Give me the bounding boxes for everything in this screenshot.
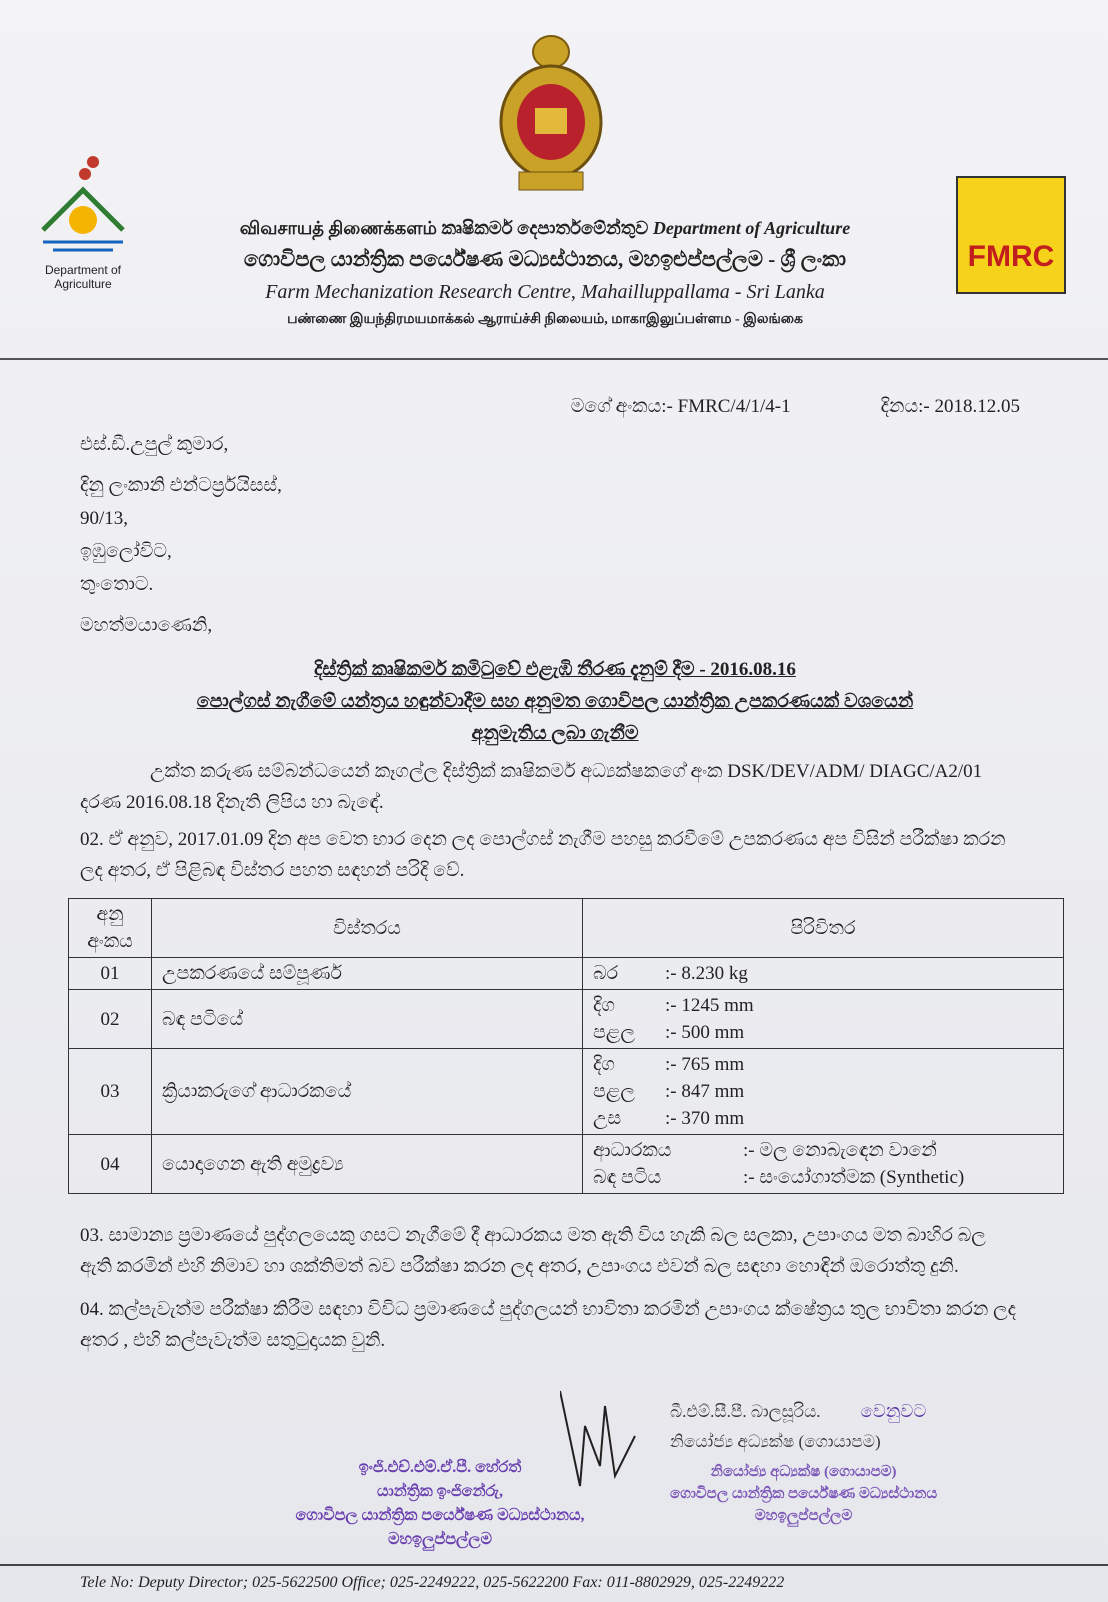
- signatory-stamp-right: [670, 1461, 937, 1527]
- row-number: 04: [69, 1135, 152, 1194]
- row-description: ක්‍රියාකරුගේ ආධාරකයේ: [152, 1049, 583, 1135]
- doa-logo-text: Department of Agriculture: [44, 263, 122, 291]
- spec-value: :- මල නොබැඳෙන වානේ: [743, 1140, 937, 1161]
- subject-heading: [80, 654, 1030, 750]
- stamp-line: ගොවිපල යාන්ත්‍රික පර්යේෂණ මධ්‍යස්ථානය: [670, 1486, 938, 1502]
- table-row: [69, 958, 1064, 990]
- specifications-table: [68, 898, 1064, 1194]
- table-row: [69, 990, 1064, 1049]
- table-header-row: [69, 899, 1064, 958]
- footer-contacts: Tele No: Deputy Director; 025-5622500 Office; 025-2249222, 025-5622200 Fax: 011-8802929, 025-2249222: [80, 1574, 785, 1591]
- row-number: 02: [69, 990, 152, 1049]
- spec-value: :- 500 mm: [665, 1022, 745, 1043]
- paragraph-1: උක්ත කරුණ සම්බන්ධයෙන් කෑගල්ල දිස්ත්‍රික් කෘෂිකර්ම අධ්‍යක්ෂකගේ අංක DSK/DEV/ADM/ DIAGC/A2/01 දරණ 2016.08.18 දිනැති ලිපිය හා බැඳේ.: [80, 761, 983, 813]
- handwritten-note: වෙනුවට: [860, 1401, 927, 1421]
- spec-label: බර: [593, 963, 619, 984]
- spec-label: පළල: [593, 1081, 635, 1102]
- letter-date: දිනය:- 2018.12.05: [880, 396, 1020, 417]
- signatory-name-row: [670, 1396, 937, 1427]
- subject-line: පොල්ගස් නැගීමේ යන්ත්‍රය හඳුන්වාදීම සහ අනුමත ගොවිපල යාන්ත්‍රික උපකරණයක් වශයෙන්: [196, 691, 914, 712]
- spec-value: :- 765 mm: [665, 1054, 745, 1075]
- stamp-line: ගොවිපල යාන්ත්‍රික පර්යේෂණ මධ්‍යස්ථානය,: [295, 1507, 585, 1524]
- salutation: මහත්මයාණෙනි,: [80, 615, 213, 636]
- spec-label: දිග: [593, 995, 616, 1016]
- stamp-line: යාන්ත්‍රික ඉංජිනේරු,: [377, 1483, 503, 1500]
- recipient-address: [80, 428, 1064, 601]
- signature: [560, 1386, 640, 1502]
- signatory-right-block: [670, 1396, 937, 1552]
- address-line: ඉඹුලෝවිට,: [80, 541, 172, 562]
- stamp-line: නියෝජ්‍ය අධ්‍යක්ෂ (ගොයාපම): [710, 1464, 897, 1480]
- spec-label: බඳ පටිය: [593, 1167, 662, 1188]
- letter-meta: [80, 392, 1064, 422]
- row-number: 01: [69, 958, 152, 990]
- table-row: [69, 1049, 1064, 1135]
- subject-line: අනුමැතිය ලබා ගැනීම: [471, 723, 639, 744]
- stamp-line: ඉංජි.එච්.එම්.ඒ.පී. හේරත්: [358, 1459, 522, 1476]
- centre-name-en: Farm Mechanization Research Centre, Mahailluppallama - Sri Lanka: [265, 281, 825, 303]
- signature-block: [80, 1396, 1064, 1552]
- dept-name-local: விவசாயத் திணைக்களம் කෘෂිකර්ම දෙපාර්තමේන්තුව: [239, 218, 649, 238]
- row-specs: [583, 958, 1064, 990]
- spec-value: :- සංයෝගාත්මක (Synthetic): [743, 1167, 965, 1188]
- centre-name-ta: பண்ணை இயந்திரமயமாக்கல் ஆராய்ச்சி நிலையம், மாகாஇலுப்பள்ளம - இலங்கை: [287, 312, 803, 327]
- address-line: දිනු ලංකානි එන්ටර්ප්‍රයිසස්,: [80, 475, 282, 496]
- column-header: අනු අංකය: [69, 899, 152, 958]
- address-line: තුංතොට.: [80, 574, 154, 595]
- signatory-title: නියෝජ්‍ය අධ්‍යක්ෂ (ගොයාපම): [670, 1432, 881, 1451]
- paragraph-4: 04. කල්පැවැත්ම පරීක්ෂා කිරීම සඳහා විවිධ ප්‍රමාණයේ පුද්ගලයන් භාවිතා කරමින් උපාංගය ක්ෂේත්‍රය තුල භාවිතා කරන ලද අතර , එහි කල්පැවැත්ම සතුටුදායක වුනි.: [80, 1299, 1016, 1351]
- spec-value: :- 8.230 kg: [665, 963, 748, 984]
- signatory-right: [670, 1396, 937, 1457]
- stamp-line: මහඉලුප්පල්ලම: [388, 1531, 492, 1548]
- row-specs: [583, 990, 1064, 1049]
- spec-value: :- 1245 mm: [665, 995, 754, 1016]
- spec-label: පළල: [593, 1022, 635, 1043]
- row-description: යොදාගෙන ඇති අමුද්‍රව්‍ය: [152, 1135, 583, 1194]
- stamp-line: මහඉලුප්පල්ලම: [754, 1508, 853, 1524]
- spec-value: :- 370 mm: [665, 1108, 745, 1129]
- row-number: 03: [69, 1049, 152, 1135]
- spec-label: උස: [593, 1108, 622, 1129]
- signatory-name: බී.එම්.සී.පී. බාලසූරිය.: [670, 1402, 821, 1421]
- spec-value: :- 847 mm: [665, 1081, 745, 1102]
- paragraph-2: 02. ඒ අනුව, 2017.01.09 දින අප වෙත භාර දෙන ලද පොල්ගස් නැගීම පහසු කරවීමේ උපකරණය අප විසින් පරීක්ෂා කරන ලද අතර, ඒ පිළිබඳ විස්තර පහත සඳහන් පරිදි වේ.: [80, 829, 1006, 881]
- address-line: 90/13,: [80, 508, 129, 529]
- paragraph-3: 03. සාමාන්‍ය ප්‍රමාණයේ පුද්ගලයෙකු ගසට නැගීමේ දී ආධාරකය මත ඇති විය හැකි බල සලකා, උපාංගය මත බාහිර බල ඇති කරමින් එහි නිමාව හා ශක්තිමත් බව පරීක්ෂා කරන ලද අතර, උපාංගය එවන් බල සඳහා හොඳින් ඔරොත්තු දුනි.: [80, 1225, 986, 1277]
- spec-label: දිග: [593, 1054, 616, 1075]
- address-line: එස්.ඩී.උපුල් කුමාර,: [80, 434, 229, 455]
- fmrc-logo: FMRC: [956, 176, 1066, 294]
- spec-label: ආධාරකය: [593, 1140, 672, 1161]
- centre-name-si: ගොවිපල යාන්ත්‍රික පර්යේෂණ මධ්‍යස්ථානය, මහඉළුප්පල්ලම - ශ්‍රී ලංකා: [243, 247, 847, 271]
- table-row: [69, 1135, 1064, 1194]
- footer-divider: [0, 1564, 1108, 1566]
- row-description: උපකරණයේ සම්පූර්ණ: [152, 958, 583, 990]
- subject-line: දිස්ත්‍රික් කෘෂිකර්ම කමිටුවේ එළැඹි තීරණ දැනුම් දීම - 2016.08.16: [314, 659, 796, 680]
- column-header: පිරිවිතර: [583, 899, 1064, 958]
- column-header: විස්තරය: [152, 899, 583, 958]
- dept-name-en: Department of Agriculture: [652, 218, 851, 238]
- reference-number: මගේ අංකය:- FMRC/4/1/4-1: [570, 396, 791, 417]
- row-specs: [583, 1135, 1064, 1194]
- row-description: බඳ පටියේ: [152, 990, 583, 1049]
- row-specs: [583, 1049, 1064, 1135]
